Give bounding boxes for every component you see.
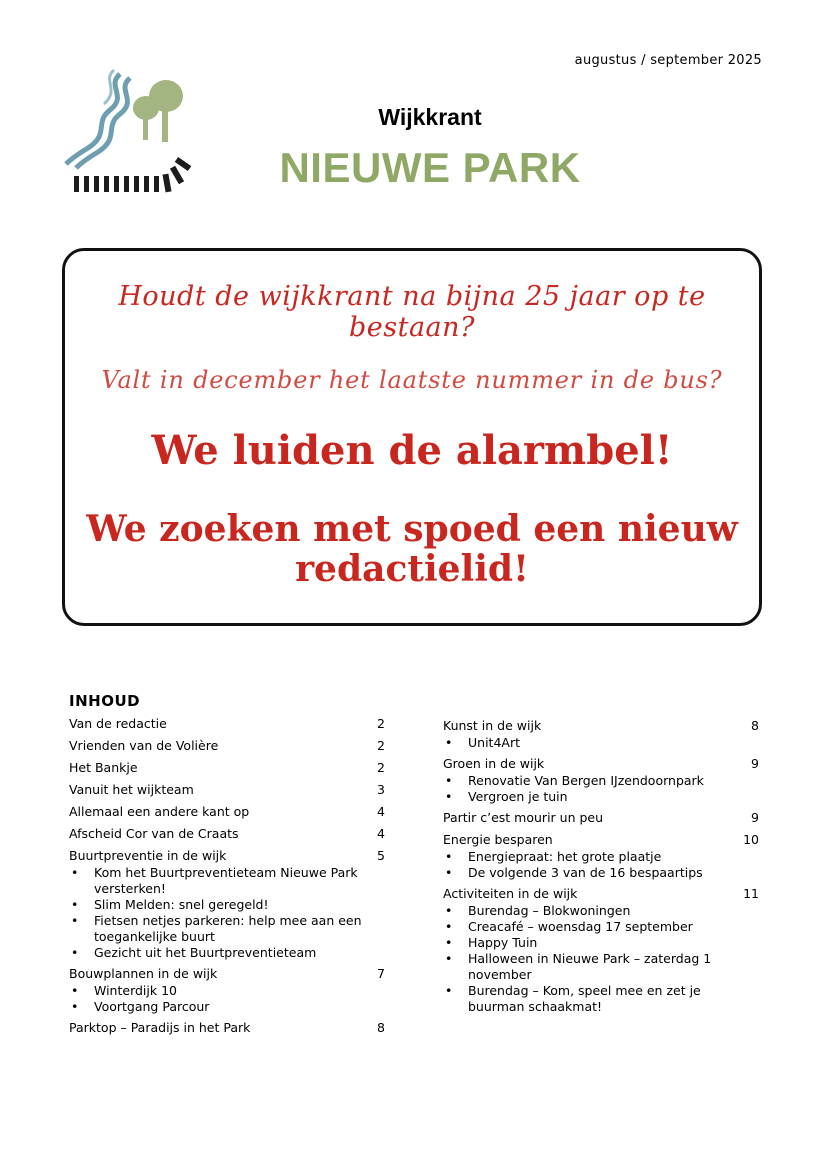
issue-date: augustus / september 2025 xyxy=(574,53,762,68)
alarm-headline: We luiden de alarmbel! xyxy=(151,427,673,474)
toc-entry-page: 5 xyxy=(377,848,385,863)
toc-entry xyxy=(443,884,759,1015)
toc-entry-page: 7 xyxy=(377,966,385,981)
toc-entry-page: 2 xyxy=(377,738,385,753)
toc-entry xyxy=(69,1018,385,1037)
toc-entry-title: Parktop – Paradijs in het Park xyxy=(69,1020,251,1035)
toc-entry xyxy=(443,830,759,881)
toc-entry-title: Vanuit het wijkteam xyxy=(69,782,194,797)
alarm-question-1: Houdt de wijkkrant na bijna 25 jaar op te bestaan? xyxy=(118,281,706,343)
toc-entry-page: 8 xyxy=(751,718,759,733)
toc-entry-title: Kunst in de wijk xyxy=(443,718,542,733)
toc-entry-page: 10 xyxy=(743,832,759,847)
toc-entry-title: Afscheid Cor van de Craats xyxy=(69,826,239,841)
alarm-call-to-action: We zoeken met spoed een nieuw redactielid! xyxy=(86,508,738,590)
toc-entry-title: Van de redactie xyxy=(69,716,167,731)
toc-entry xyxy=(69,846,385,961)
toc-subitem: • Winterdijk 10 xyxy=(71,983,177,998)
newsletter-title: NIEUWE PARK xyxy=(279,144,581,191)
bullet-icon: • xyxy=(445,865,453,880)
bullet-icon: • xyxy=(71,897,79,912)
toc-entry-page: 4 xyxy=(377,826,385,841)
toc-entry xyxy=(443,716,759,751)
toc-entry-page: 9 xyxy=(751,810,759,825)
toc-subitem: • Creacafé – woensdag 17 september xyxy=(445,919,693,934)
toc-column-left xyxy=(69,714,385,1040)
toc-subitem: • Fietsen netjes parkeren: help mee aan een toegankelijke buurt xyxy=(71,913,362,944)
bullet-icon: • xyxy=(445,983,453,998)
bullet-icon: • xyxy=(445,849,453,864)
toc-entry xyxy=(69,964,385,1015)
toc-subitem: • Energiepraat: het grote plaatje xyxy=(445,849,662,864)
toc-entry-title: Het Bankje xyxy=(69,760,138,775)
bullet-icon: • xyxy=(445,935,453,950)
toc-subitem: • Happy Tuin xyxy=(445,935,538,950)
toc-entry-page: 8 xyxy=(377,1020,385,1035)
toc-entry-title: Energie besparen xyxy=(443,832,553,847)
toc-entry-page: 2 xyxy=(377,760,385,775)
toc-entry-page: 4 xyxy=(377,804,385,819)
bullet-icon: • xyxy=(71,983,79,998)
toc-entry-title: Vrienden van de Volière xyxy=(69,738,219,753)
toc-subitem: • Vergroen je tuin xyxy=(445,789,568,804)
toc-entry xyxy=(443,808,759,827)
toc-subitem: • Voortgang Parcour xyxy=(71,999,210,1014)
toc-subitem: • Unit4Art xyxy=(445,735,520,750)
toc-entry xyxy=(443,754,759,805)
toc-column-right xyxy=(443,716,759,1018)
toc-subitem: • Kom het Buurtpreventieteam Nieuwe Park versterken! xyxy=(71,865,358,896)
bullet-icon: • xyxy=(71,865,79,880)
toc-subitem: • Halloween in Nieuwe Park – zaterdag 1 november xyxy=(445,951,712,982)
toc-subitem: • Burendag – Blokwoningen xyxy=(445,903,631,918)
bullet-icon: • xyxy=(445,773,453,788)
bullet-icon: • xyxy=(445,735,453,750)
wijkkrant-logo xyxy=(58,66,208,196)
toc-subitem: • Slim Melden: snel geregeld! xyxy=(71,897,269,912)
toc-entry-page: 11 xyxy=(743,886,759,901)
bullet-icon: • xyxy=(71,999,79,1014)
alarm-announcement-box xyxy=(62,248,762,626)
toc-entry-title: Allemaal een andere kant op xyxy=(69,804,250,819)
toc-entry-page: 3 xyxy=(377,782,385,797)
toc-subitem: • Burendag – Kom, speel mee en zet je buurman schaakmat! xyxy=(445,983,701,1014)
toc-entry xyxy=(69,758,385,777)
newsletter-label: Wijkkrant xyxy=(378,104,482,130)
bullet-icon: • xyxy=(445,919,453,934)
toc-subitem: • Gezicht uit het Buurtpreventieteam xyxy=(71,945,317,960)
toc-entry xyxy=(69,714,385,733)
toc-entry-title: Bouwplannen in de wijk xyxy=(69,966,218,981)
toc-entry-title: Buurtpreventie in de wijk xyxy=(69,848,227,863)
bullet-icon: • xyxy=(445,789,453,804)
toc-subitem: • De volgende 3 van de 16 bespaartips xyxy=(445,865,703,880)
bullet-icon: • xyxy=(71,913,79,928)
toc-subitem: • Renovatie Van Bergen IJzendoornpark xyxy=(445,773,704,788)
alarm-question-2: Valt in december het laatste nummer in de bus? xyxy=(101,366,723,394)
bullet-icon: • xyxy=(71,945,79,960)
toc-entry xyxy=(69,824,385,843)
bullet-icon: • xyxy=(445,903,453,918)
toc-entry xyxy=(69,780,385,799)
toc-entry-page: 2 xyxy=(377,716,385,731)
toc-entry-title: Partir c’est mourir un peu xyxy=(443,810,604,825)
toc-entry xyxy=(69,802,385,821)
bullet-icon: • xyxy=(445,951,453,966)
toc-entry-title: Activiteiten in de wijk xyxy=(443,886,578,901)
toc-entry-page: 9 xyxy=(751,756,759,771)
toc-entry xyxy=(69,736,385,755)
toc-entry-title: Groen in de wijk xyxy=(443,756,545,771)
toc-heading: INHOUD xyxy=(69,692,141,710)
